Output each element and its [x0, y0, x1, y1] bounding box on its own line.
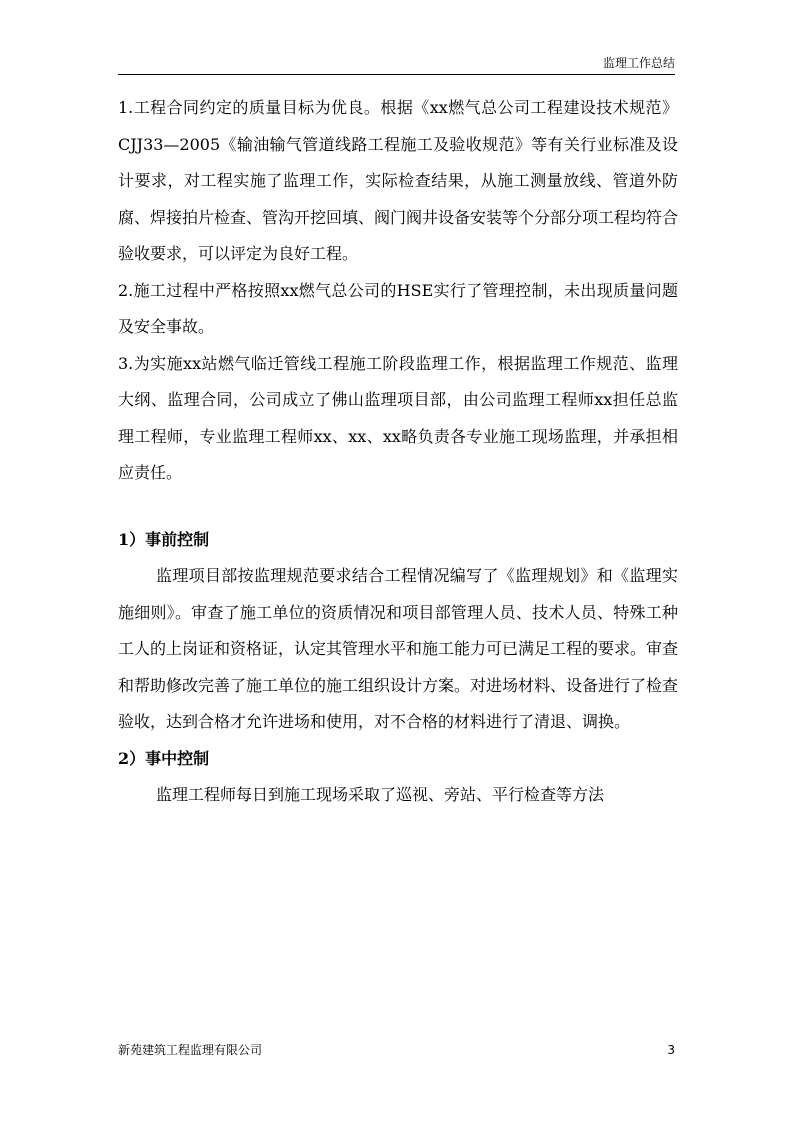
- page-footer: [118, 1043, 675, 1059]
- paragraph-pre-control: 监理项目部按监理规范要求结合工程情况编写了《监理规划》和《监理实施细则》。审查了施工单位的资质情况和项目部管理人员、技术人员、特殊工种工人的上岗证和资格证，认定其管理水平和施工能力可已满足工程的要求。审查和帮助修改完善了施工单位的施工组织设计方案。对进场材料、设备进行了检查验收，达到合格才允许进场和使用，对不合格的材料进行了清退、调换。: [118, 566, 679, 731]
- footer-company-name: 新苑建筑工程监理有限公司: [118, 1043, 263, 1057]
- document-body: [118, 90, 678, 814]
- footer-page-number: 3: [667, 1043, 675, 1057]
- page-header: [118, 54, 675, 75]
- section-heading-in-process-control: 2）事中控制: [118, 748, 210, 768]
- paragraph-in-process-control: 监理工程师每日到施工现场采取了巡视、旁站、平行检查等方法: [156, 785, 605, 804]
- paragraph-project-team: 3.为实施xx站燃气临迁管线工程施工阶段监理工作，根据监理工作规范、监理大纲、监理合同，公司成立了佛山监理项目部，由公司监理工程师xx担任总监理工程师，专业监理工程师xx、xx、xx略负责各专业施工现场监理，并承担相应责任。: [118, 353, 678, 482]
- paragraph-hse-control: 2.施工过程中严格按照xx燃气总公司的HSE实行了管理控制，未出现质量问题及安全事故。: [118, 280, 678, 336]
- section-spacer: [118, 492, 678, 522]
- header-title: 监理工作总结: [602, 56, 675, 70]
- paragraph-quality-target: 1.工程合同约定的质量目标为优良。根据《xx燃气总公司工程建设技术规范》CJJ33—2005《输油输气管道线路工程施工及验收规范》等有关行业标准及设计要求，对工程实施了监理工作，实际检查结果，从施工测量放线、管道外防腐、焊接拍片检查、管沟开挖回填、阀门阀井设备安装等个分部分项工程均符合验收要求，可以评定为良好工程。: [118, 98, 679, 263]
- section-heading-pre-control: 1）事前控制: [118, 529, 210, 549]
